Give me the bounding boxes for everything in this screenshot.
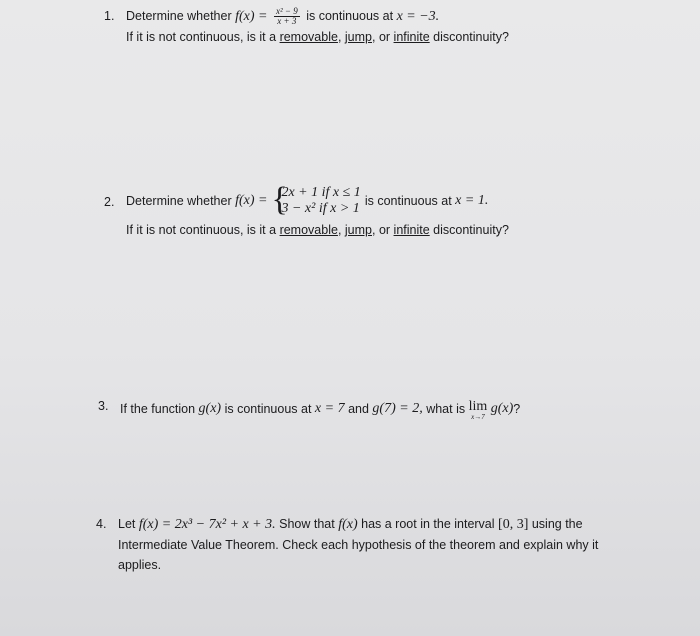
question-text: is continuous at bbox=[306, 9, 394, 23]
separator: , bbox=[337, 30, 342, 44]
question-number: 1. bbox=[104, 9, 115, 23]
question-text: Let bbox=[118, 517, 136, 531]
question-text: Intermediate Value Theorem. Check each hypothesis of the theorem and explain why it bbox=[118, 538, 599, 552]
question-text: If the function bbox=[120, 402, 196, 416]
continuity-point: x = 7 bbox=[314, 401, 345, 416]
option-jump: jump bbox=[344, 30, 372, 44]
piece-1: 2x + 1 if x ≤ 1 bbox=[281, 185, 361, 200]
separator: , or bbox=[372, 30, 391, 44]
question-number: 3. bbox=[98, 399, 109, 413]
limit-subscript: x→7 bbox=[471, 413, 485, 421]
question-text: Show that bbox=[279, 517, 335, 531]
question-text: discontinuity? bbox=[433, 223, 509, 237]
question-4 bbox=[96, 514, 676, 575]
function-definition: f(x) = 2x³ − 7x² + x + 3. bbox=[138, 517, 276, 532]
function-g: g(x) bbox=[198, 401, 222, 416]
question-text: discontinuity? bbox=[433, 30, 509, 44]
question-text: Determine whether bbox=[126, 194, 232, 208]
option-removable: removable bbox=[279, 30, 338, 44]
question-text: what is bbox=[426, 402, 466, 416]
option-infinite: infinite bbox=[393, 30, 430, 44]
question-text: applies. bbox=[118, 558, 162, 572]
question-text: has a root in the interval bbox=[361, 517, 495, 531]
question-text: If it is not continuous, is it a bbox=[126, 223, 277, 237]
question-text: If it is not continuous, is it a bbox=[126, 30, 277, 44]
function-name: f(x) = bbox=[235, 9, 268, 24]
given-value: g(7) = 2, bbox=[372, 401, 423, 416]
fraction-denominator: x + 3 bbox=[277, 16, 297, 27]
brace: { bbox=[271, 181, 288, 218]
question-2 bbox=[104, 182, 664, 240]
separator: , bbox=[337, 223, 342, 237]
option-removable: removable bbox=[279, 223, 338, 237]
question-text: is continuous at bbox=[364, 194, 452, 208]
question-text: and bbox=[348, 402, 369, 416]
interval: [0, 3] bbox=[498, 517, 529, 532]
question-text: using the bbox=[531, 517, 583, 531]
question-1 bbox=[104, 6, 664, 47]
separator: , or bbox=[372, 223, 391, 237]
piecewise-function bbox=[271, 181, 361, 218]
continuity-point: x = 1. bbox=[455, 193, 489, 208]
question-mark: ? bbox=[513, 402, 521, 416]
question-number: 2. bbox=[104, 195, 115, 209]
function-name: f(x) = bbox=[235, 193, 268, 208]
question-3 bbox=[98, 396, 668, 422]
limit-expression: g(x) bbox=[490, 401, 514, 416]
fraction-numerator: x² − 9 bbox=[275, 6, 298, 17]
fraction bbox=[274, 7, 300, 26]
question-text: is continuous at bbox=[224, 402, 312, 416]
option-jump: jump bbox=[344, 223, 372, 237]
limit bbox=[468, 399, 488, 422]
continuity-point: x = −3. bbox=[396, 9, 440, 24]
option-infinite: infinite bbox=[393, 223, 430, 237]
question-text: Determine whether bbox=[126, 9, 232, 23]
limit-label: lim bbox=[468, 399, 488, 414]
piece-2: 3 − x² if x > 1 bbox=[281, 201, 360, 216]
question-number: 4. bbox=[96, 517, 107, 531]
function-name: f(x) bbox=[338, 517, 358, 532]
